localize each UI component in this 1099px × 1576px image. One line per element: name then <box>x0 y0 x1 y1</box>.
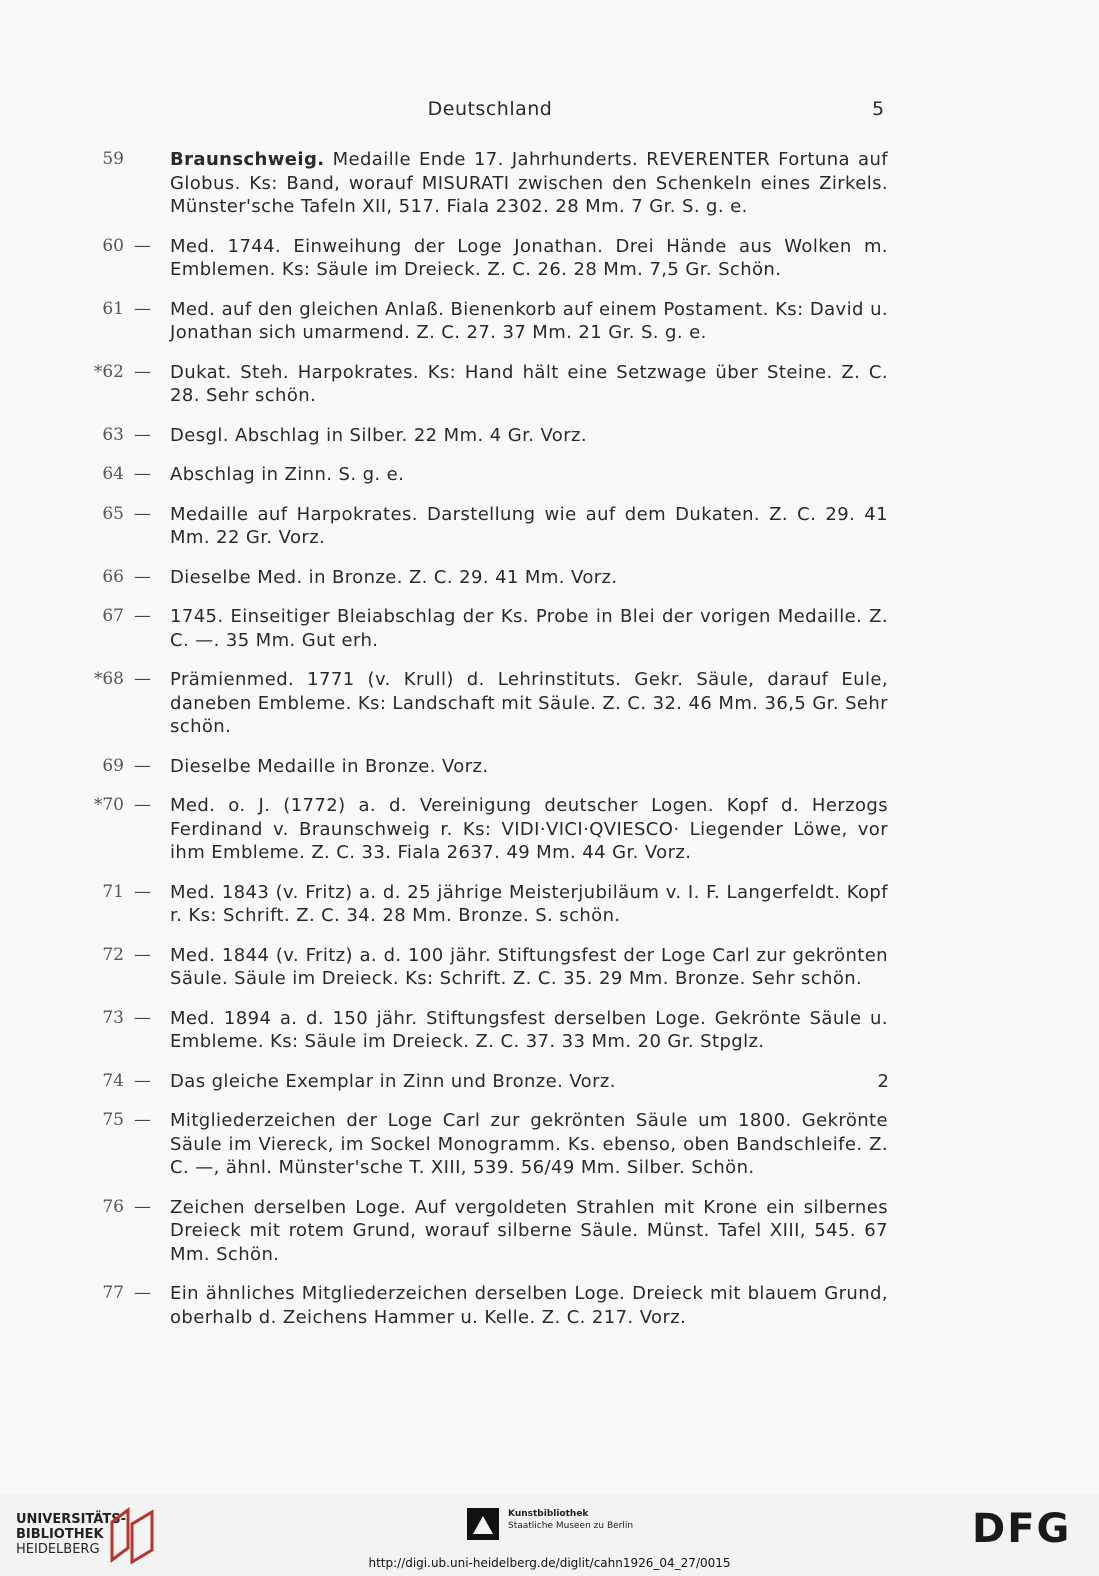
entry-number: 60 <box>102 235 124 256</box>
entry-number: 77 <box>102 1283 124 1303</box>
entry-dash: — <box>134 1110 151 1130</box>
entry-body: Abschlag in Zinn. S. g. e. <box>170 464 405 485</box>
entry-dash: — <box>134 503 151 524</box>
entry-dash: — <box>134 1070 151 1091</box>
entry-number: 67 <box>102 606 124 626</box>
entry-dash: — <box>134 298 151 319</box>
entry-body: Desgl. Abschlag in Silber. 22 Mm. 4 Gr. Vorz. <box>170 424 587 446</box>
uni-logo-line3: HEIDELBERG <box>16 1542 100 1557</box>
entry-text <box>170 424 888 448</box>
entry-dash: — <box>134 795 151 815</box>
entry-dash: — <box>134 881 151 902</box>
entry-dash: — <box>134 464 151 484</box>
entry-body: Med. 1894 a. d. 150 jähr. Stiftungsfest derselben Loge. Gekrönte Säule u. Embleme. Ks: Säule im Dreieck. Z. C. 37. 33 Mm. 20 Gr. Stpglz. <box>170 1007 888 1052</box>
catalog-entry <box>0 566 1099 590</box>
entry-body: Dieselbe Medaille in Bronze. Vorz. <box>170 755 489 777</box>
catalog-entries <box>0 148 1099 1345</box>
catalog-entry <box>0 235 1099 282</box>
entry-text <box>170 298 888 345</box>
entry-number: 69 <box>102 755 124 776</box>
entry-text <box>170 566 888 590</box>
entry-number: 59 <box>102 149 124 169</box>
entry-number: 74 <box>102 1070 124 1091</box>
permalink-url[interactable]: http://digi.ub.uni-heidelberg.de/diglit/cahn1926_04_27/0015 <box>368 1556 731 1570</box>
entry-body: Med. 1844 (v. Fritz) a. d. 100 jähr. Stiftungsfest der Loge Carl zur gekrönten Säule. Säule im Dreieck. Ks: Schrift. Z. C. 35. 29 Mm. Bronze. Sehr schön. <box>170 944 888 989</box>
catalog-entry <box>0 605 1099 652</box>
entry-number: 64 <box>102 464 124 484</box>
entry-text <box>170 1070 888 1094</box>
entry-number: *70 <box>93 795 124 815</box>
entry-text <box>170 503 888 550</box>
entry-body: Med. 1744. Einweihung der Loge Jonathan. Drei Hände aus Wolken m. Emblemen. Ks: Säule im Dreieck. Z. C. 26. 28 Mm. 7,5 Gr. Schön. <box>170 235 888 280</box>
entry-text <box>170 235 888 282</box>
uni-logo-line2: BIBLIOTHEK <box>16 1527 104 1542</box>
entry-number: *62 <box>93 361 124 382</box>
kb-line2: Staatliche Museen zu Berlin <box>508 1521 634 1531</box>
entry-body: 1745. Einseitiger Bleiabschlag der Ks. Probe in Blei der vorigen Medaille. Z. C. —. 35 Mm. Gut erh. <box>170 606 888 651</box>
page-number: 5 <box>872 98 885 120</box>
entry-body: Prämienmed. 1771 (v. Krull) d. Lehrinstituts. Gekr. Säule, darauf Eule, daneben Embleme. Ks: Landschaft mit Säule. Z. C. 32. 46 Mm. 36,5 Gr. Sehr schön. <box>170 669 888 737</box>
footer-bar <box>0 1494 1099 1576</box>
kunstbibliothek-label[interactable] <box>508 1508 633 1532</box>
entry-text <box>170 1109 888 1180</box>
catalog-entry <box>0 755 1099 779</box>
catalog-entry <box>0 944 1099 991</box>
catalog-entry <box>0 881 1099 928</box>
entry-text <box>170 944 888 991</box>
entry-margin-note: 2 <box>877 1070 889 1092</box>
entry-text <box>170 755 888 779</box>
uni-logo-line1: UNIVERSITÄTS- <box>16 1512 126 1527</box>
entry-text <box>170 794 888 865</box>
entry-body: Dieselbe Med. in Bronze. Z. C. 29. 41 Mm. Vorz. <box>170 566 618 588</box>
entry-dash: — <box>134 566 151 587</box>
entry-body: Mitgliederzeichen der Loge Carl zur gekrönten Säule um 1800. Gekrönte Säule im Viereck, im Sockel Monogramm. Ks. ebenso, oben Bandschleife. Z. C. —, ähnl. Münster'sche T. XIII, 539. 56/49 Mm. Silber. Schön. <box>170 1110 888 1178</box>
entry-dash: — <box>134 1283 151 1303</box>
entry-number: 65 <box>102 503 124 524</box>
entry-text <box>170 1007 888 1054</box>
entry-text <box>170 605 888 652</box>
running-head <box>0 98 1099 128</box>
entry-body: Zeichen derselben Loge. Auf vergoldeten Strahlen mit Krone ein silbernes Dreieck mit rotem Grund, worauf silberne Säule. Münst. Tafel XIII, 545. 67 Mm. Schön. <box>170 1196 888 1265</box>
catalog-entry <box>0 1109 1099 1180</box>
catalog-entry <box>0 424 1099 448</box>
entry-number: 76 <box>102 1196 124 1217</box>
kunstbibliothek-logo-icon <box>467 1508 499 1540</box>
catalog-entry <box>0 463 1099 487</box>
catalog-entry <box>0 1196 1099 1267</box>
entry-text <box>170 668 888 739</box>
entry-number: 73 <box>102 1007 124 1028</box>
entry-dash: — <box>134 944 151 965</box>
entry-body: Med. o. J. (1772) a. d. Vereinigung deutscher Logen. Kopf d. Herzogs Ferdinand v. Braunschweig r. Ks: VIDI·VICI·QVIESCO· Liegender Löwe, vor ihm Embleme. Z. C. 33. Fiala 2637. 49 Mm. 44 Gr. Vorz. <box>170 795 888 863</box>
kb-line1: Kunstbibliothek <box>508 1509 589 1519</box>
catalog-entry <box>0 1007 1099 1054</box>
catalog-entry <box>0 1070 1099 1094</box>
entry-number: 66 <box>102 566 124 587</box>
entry-number: 71 <box>102 881 124 902</box>
entry-dash: — <box>134 361 151 382</box>
page-title: Deutschland <box>427 98 553 120</box>
entry-body: Med. auf den gleichen Anlaß. Bienenkorb auf einem Postament. Ks: David u. Jonathan sich umarmend. Z. C. 27. 37 Mm. 21 Gr. S. g. e. <box>170 298 888 343</box>
entry-body: Med. 1843 (v. Fritz) a. d. 25 jährige Meisterjubiläum v. I. F. Langerfeldt. Kopf r. Ks: Schrift. Z. C. 34. 28 Mm. Bronze. S. schön. <box>170 881 888 926</box>
catalog-entry <box>0 503 1099 550</box>
catalog-entry <box>0 361 1099 408</box>
entry-number: 63 <box>102 424 124 445</box>
entry-dash: — <box>134 235 151 256</box>
catalog-entry <box>0 794 1099 865</box>
entry-dash: — <box>134 424 151 445</box>
entry-body: Das gleiche Exemplar in Zinn und Bronze. Vorz. <box>170 1070 616 1092</box>
dfg-logo[interactable]: DFG <box>972 1506 1072 1552</box>
entry-dash: — <box>134 1007 151 1028</box>
catalog-entry <box>0 148 1099 219</box>
entry-number: 75 <box>102 1110 124 1130</box>
entry-body: Dukat. Steh. Harpokrates. Ks: Hand hält eine Setzwage über Steine. Z. C. 28. Sehr schön. <box>170 361 888 406</box>
entry-lead: Braunschweig. <box>170 149 325 170</box>
entry-text <box>170 1282 888 1329</box>
entry-body: Medaille auf Harpokrates. Darstellung wie auf dem Dukaten. Z. C. 29. 41 Mm. 22 Gr. Vorz. <box>170 503 888 548</box>
catalog-entry <box>0 1282 1099 1329</box>
entry-text <box>170 361 888 408</box>
entry-body: Ein ähnliches Mitgliederzeichen derselben Loge. Dreieck mit blauem Grund, oberhalb d. Zeichens Hammer u. Kelle. Z. C. 217. Vorz. <box>170 1283 888 1328</box>
catalog-entry <box>0 298 1099 345</box>
entry-dash: — <box>134 755 151 776</box>
entry-number: 72 <box>102 944 124 965</box>
entry-dash: — <box>134 1196 151 1217</box>
entry-number: *68 <box>93 669 124 689</box>
entry-number: 61 <box>102 298 124 319</box>
catalog-entry <box>0 668 1099 739</box>
entry-dash: — <box>134 606 151 626</box>
entry-text <box>170 1196 888 1267</box>
entry-dash: — <box>134 669 151 689</box>
entry-text <box>170 148 888 219</box>
entry-body: Medaille Ende 17. Jahrhunderts. REVERENTER Fortuna auf Globus. Ks: Band, worauf MISURATI zwischen den Schenkeln eines Zirkels. Münster'sche Tafeln XII, 517. Fiala 2302. 28 Mm. 7 Gr. S. g. e. <box>170 149 888 217</box>
entry-text <box>170 881 888 928</box>
entry-text <box>170 463 888 487</box>
